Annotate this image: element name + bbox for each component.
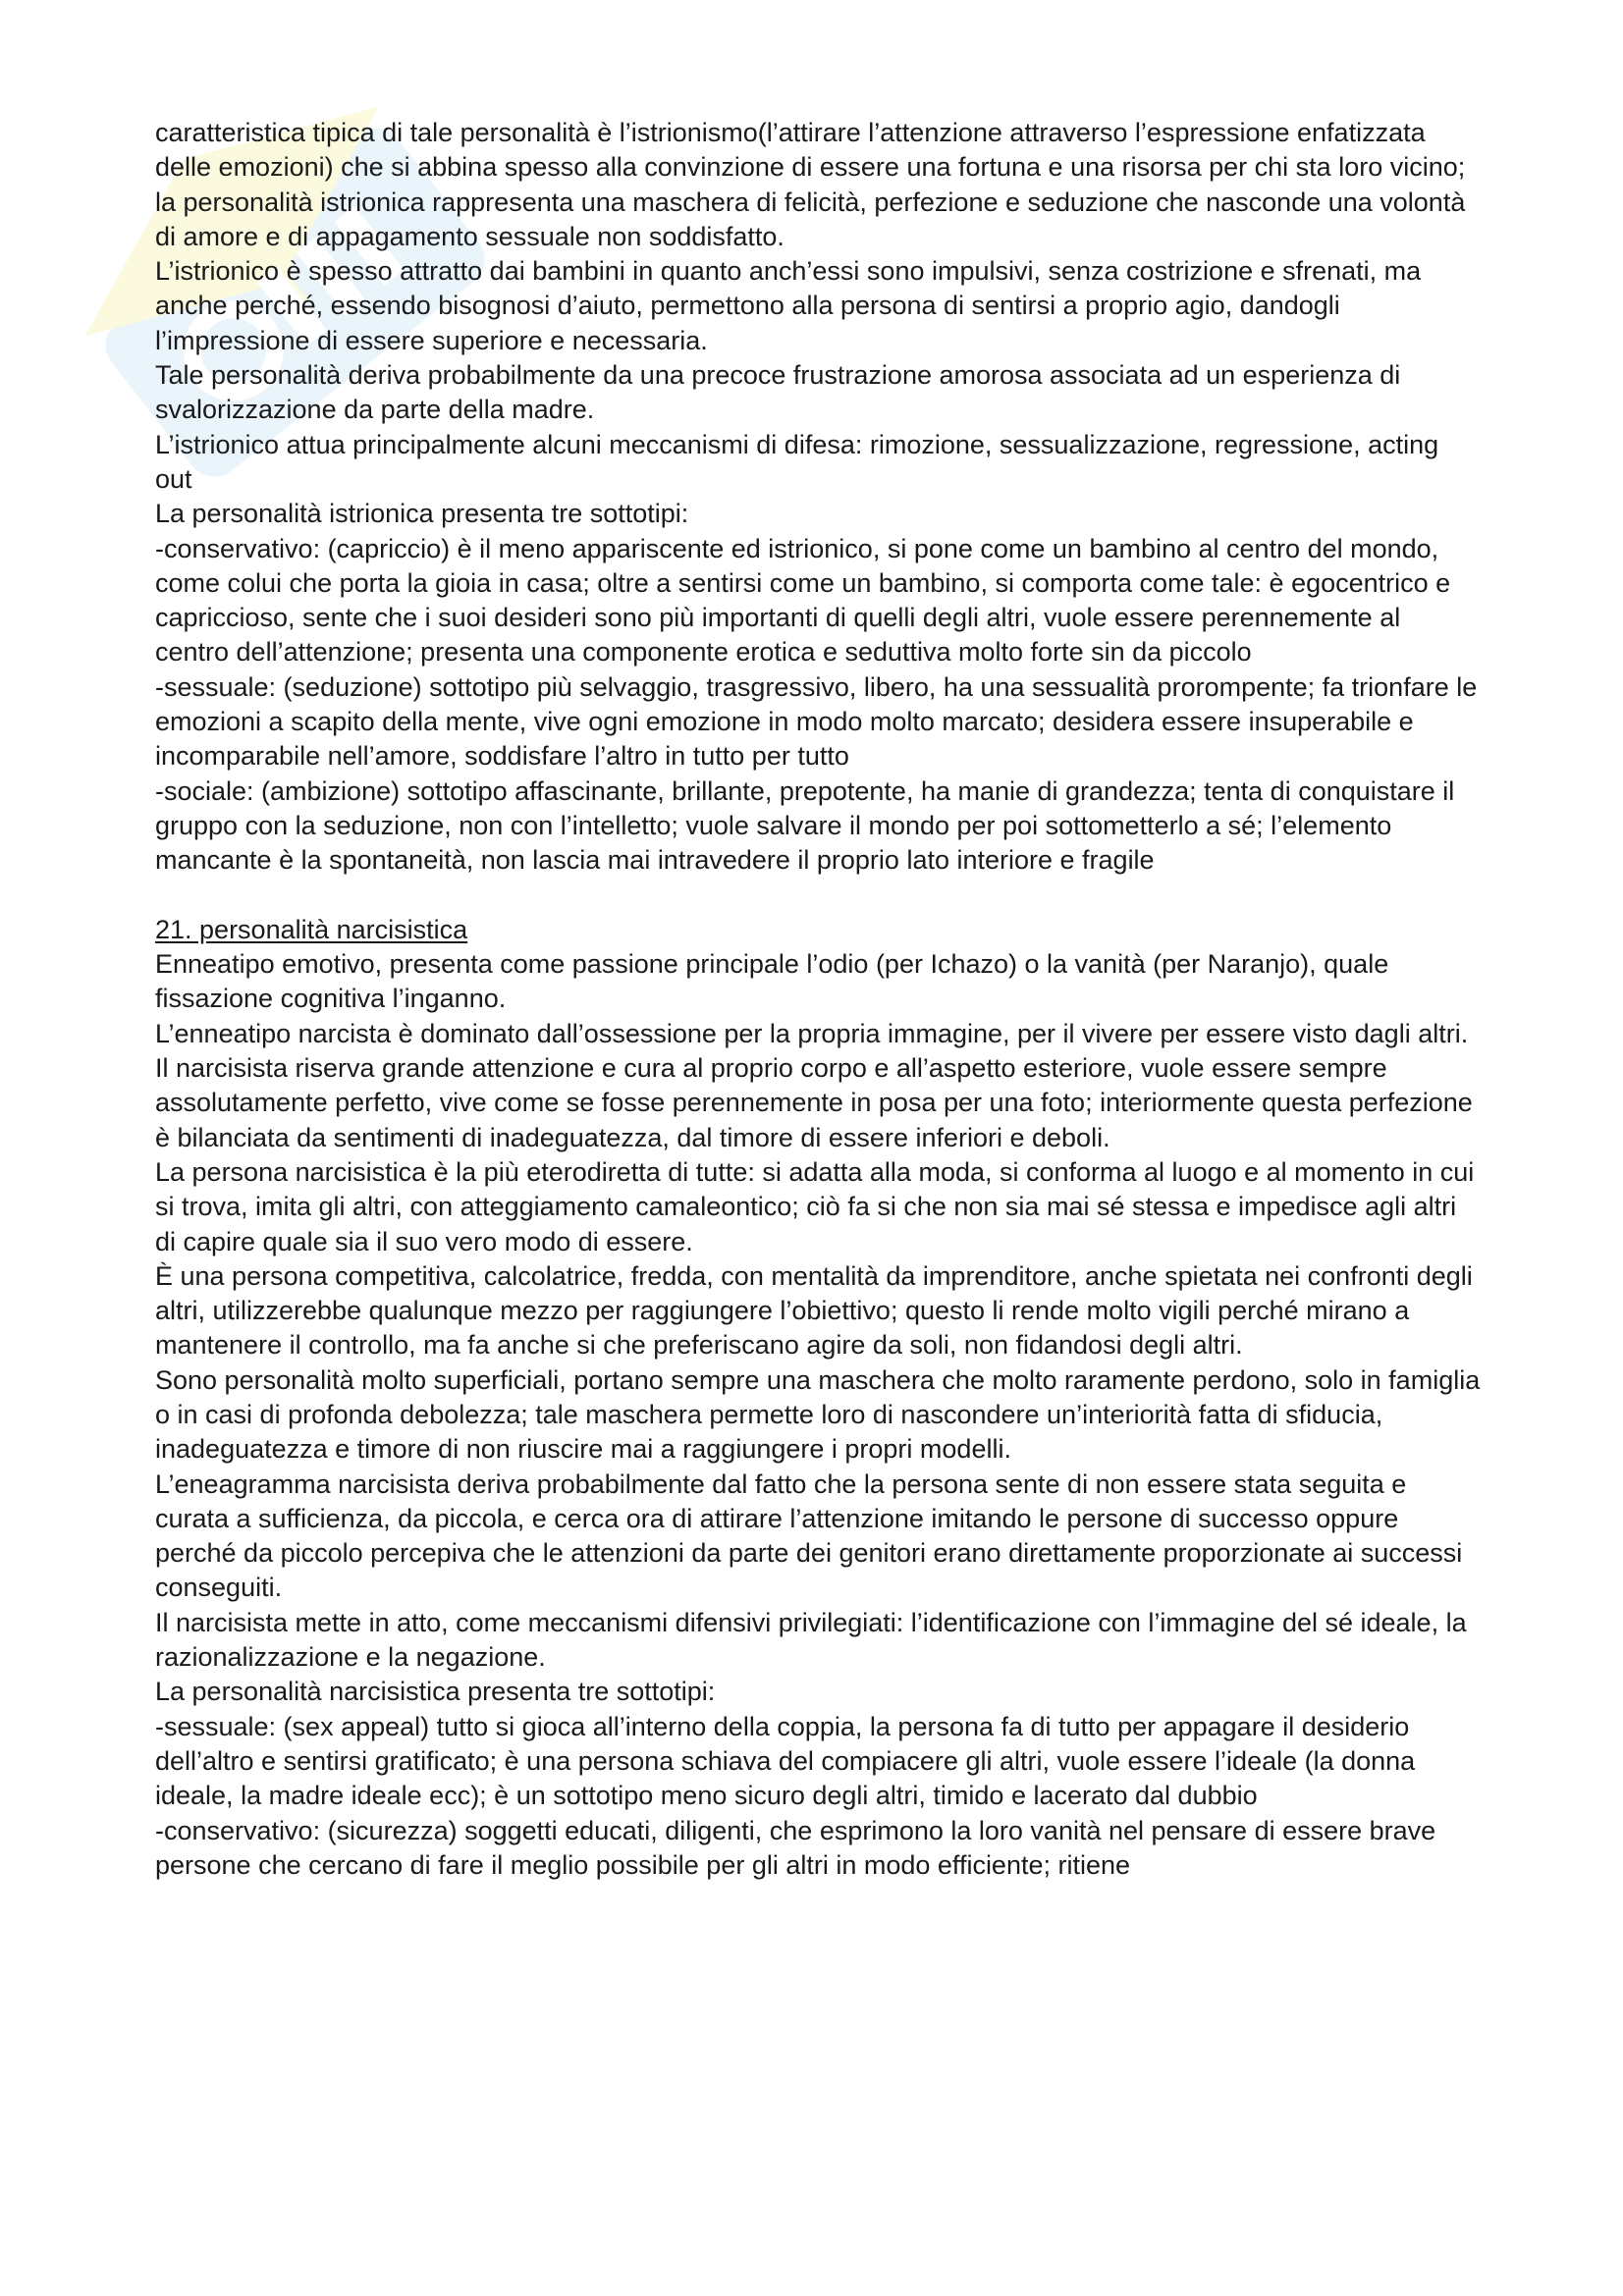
paragraph: -sessuale: (seduzione) sottotipo più selvaggio, trasgressivo, libero, ha una sessualità prorompente; fa trionfare le emozioni a scapito della mente, vive ogni emozione in modo molto marcato; desidera essere insuperabile e incomparabile nell’amore, soddisfare l’altro in tutto per tutto — [155, 671, 1478, 772]
paragraph: -conservativo: (capriccio) è il meno appariscente ed istrionico, si pone come un bambino al centro del mondo, come colui che porta la gioia in casa; oltre a sentirsi come un bambino, si comporta come tale: è egocentrico e capriccioso, sente che i suoi desideri sono più importanti di quelli degli altri, vuole essere perennemente al centro dell’attenzione; presenta una componente erotica e seduttiva molto forte sin da piccolo — [155, 533, 1451, 667]
paragraph: La personalità narcisistica presenta tre sottotipi: — [155, 1677, 716, 1707]
paragraph: Enneatipo emotivo, presenta come passione principale l’odio (per Ichazo) o la vanità (per Naranjo), quale fissazione cognitiva l’inganno. — [155, 949, 1389, 1014]
paragraph: Il narcisista riserva grande attenzione e cura al proprio corpo e all’aspetto esteriore, vuole essere sempre assolutamente perfetto, vive come se fosse perennemente in posa per una foto; interiormente questa perfezione è bilanciata da sentimenti di inadeguatezza, dal timore di essere inferiori e deboli. — [155, 1053, 1473, 1152]
paragraph: L’istrionico è spesso attratto dai bambini in quanto anch’essi sono impulsivi, senza costrizione e sfrenati, ma anche perché, essendo bisognosi d’aiuto, permettono alla persona di sentirsi a proprio agio, dandogli l’impressione di essere superiore e necessaria. — [155, 256, 1422, 355]
document-body — [155, 116, 1481, 1883]
paragraph: la personalità istrionica rappresenta una maschera di felicità, perfezione e seduzione che nasconde una volontà di amore e di appagamento sessuale non soddisfatto. — [155, 187, 1466, 251]
paragraph: La persona narcisistica è la più eterodiretta di tutte: si adatta alla moda, si conforma al luogo e al momento in cui si trova, imita gli altri, con atteggiamento camaleontico; ciò fa si che non sia mai sé stessa e impedisce agli altri di capire quale sia il suo vero modo di essere. — [155, 1156, 1475, 1256]
paragraph: L’eneagramma narcisista deriva probabilmente dal fatto che la persona sente di non essere stata seguita e curata a sufficienza, da piccola, e cerca ora di attirare l’attenzione imitando le persone di successo oppure perché da piccolo percepiva che le attenzioni da parte dei genitori erano direttamente proporzionate ai successi conseguiti. — [155, 1468, 1463, 1603]
paragraphs-before — [155, 116, 1481, 879]
paragraph: È una persona competitiva, calcolatrice, fredda, con mentalità da imprenditore, anche spietata nei confronti degli altri, utilizzerebbe qualunque mezzo per raggiungere l’obiettivo; questo li rende molto vigili perché mirano a mantenere il controllo, ma fa anche si che preferiscano agire da soli, non fidandosi degli altri. — [155, 1260, 1473, 1361]
paragraph: -sociale: (ambizione) sottotipo affascinante, brillante, prepotente, ha manie di grandezza; tenta di conquistare il gruppo con la seduzione, non con l’intelletto; vuole salvare il mondo per poi sottometterlo a sé; l’elemento mancante è la spontaneità, non lascia mai intravedere il proprio lato interiore e fragile — [155, 775, 1455, 876]
paragraph: -conservativo: (sicurezza) soggetti educati, diligenti, che esprimono la loro vanità nel pensare di essere brave persone che cercano di fare il meglio possibile per gli altri in modo efficiente; ritiene — [155, 1815, 1436, 1880]
section-heading: 21. personalità narcisistica — [155, 914, 468, 944]
paragraph: caratteristica tipica di tale personalità è l’istrionismo(l’attirare l’attenzione attraverso l’espressione enfatizzata delle emozioni) che si abbina spesso alla convinzione di essere una fortuna e una risorsa per chi sta loro vicino; — [155, 118, 1466, 183]
paragraph: L’enneatipo narcista è dominato dall’ossessione per la propria immagine, per il vivere per essere visto dagli altri. — [155, 1018, 1469, 1048]
paragraph: Tale personalità deriva probabilmente da una precoce frustrazione amorosa associata ad un esperienza di svalorizzazione da parte della madre. — [155, 360, 1401, 425]
paragraph: La personalità istrionica presenta tre sottotipi: — [155, 499, 689, 529]
paragraphs-after — [155, 947, 1481, 1883]
paragraph: -sessuale: (sex appeal) tutto si gioca all’interno della coppia, la persona fa di tutto per appagare il desiderio dell’altro e sentirsi gratificato; è una persona schiava del compiacere gli altri, vuole essere l’ideale (la donna ideale, la madre ideale ecc); è un sottotipo meno sicuro degli altri, timido e lacerato dal dubbio — [155, 1711, 1416, 1811]
paragraph: L’istrionico attua principalmente alcuni meccanismi di difesa: rimozione, sessualizzazione, regressione, acting out — [155, 429, 1439, 494]
paragraph: Sono personalità molto superficiali, portano sempre una maschera che molto raramente perdono, solo in famiglia o in casi di profonda debolezza; tale maschera permette loro di nascondere un’interiorità fatta di sfiducia, inadeguatezza e timore di non riuscire mai a raggiungere i propri modelli. — [155, 1364, 1481, 1465]
paragraph: Il narcisista mette in atto, come meccanismi difensivi privilegiati: l’identificazione con l’immagine del sé ideale, la razionalizzazione e la negazione. — [155, 1607, 1467, 1673]
blank-line — [155, 879, 1481, 913]
